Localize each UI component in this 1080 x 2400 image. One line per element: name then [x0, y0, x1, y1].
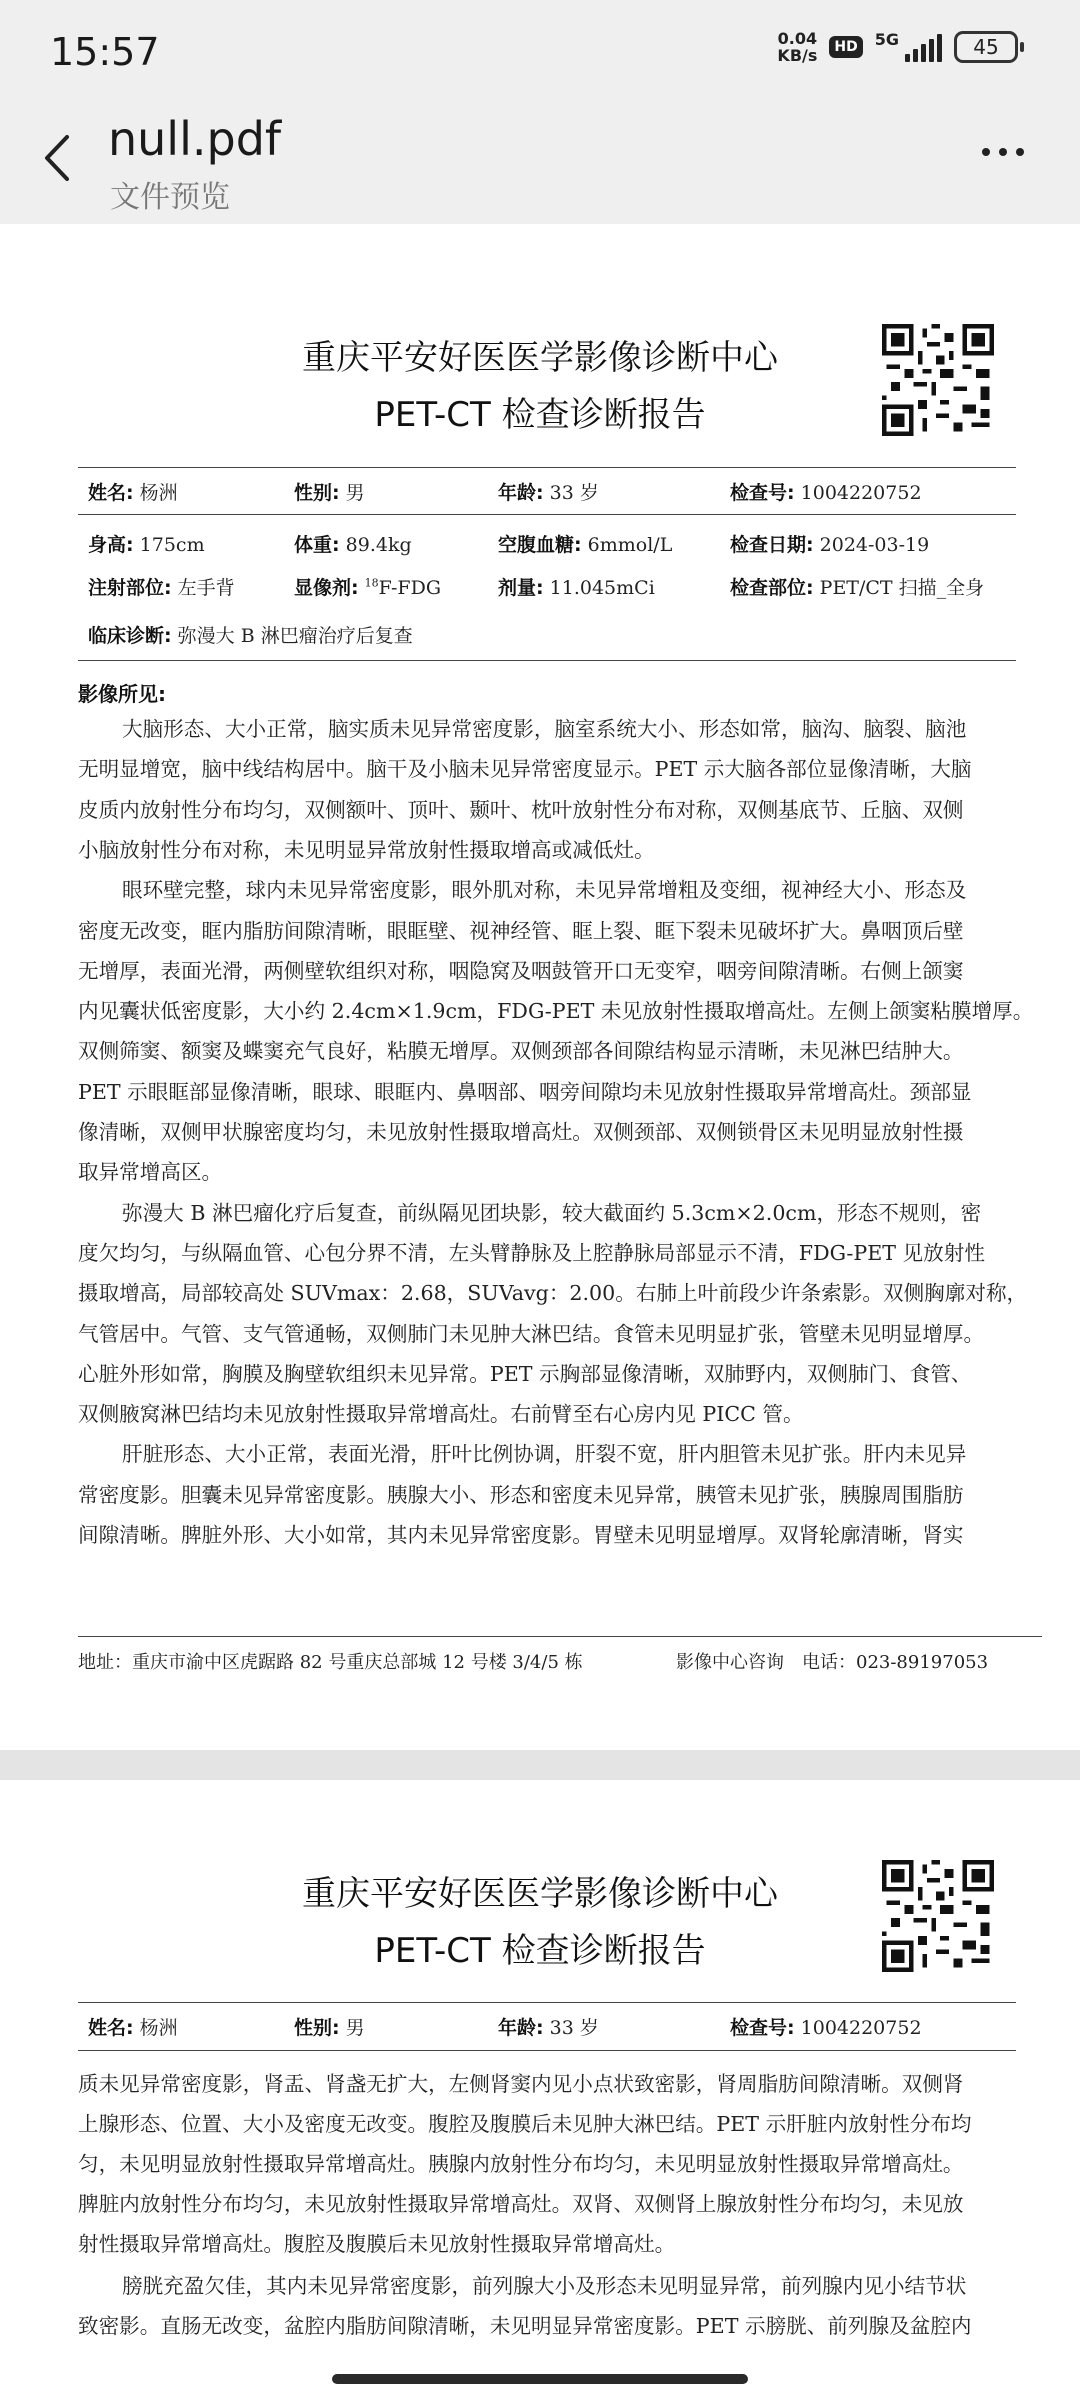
report-text-line: 双侧腋窝淋巴结均未见放射性摄取异常增高灶。右前臂至右心房内见 PICC 管。: [78, 1402, 804, 1427]
battery-icon: 45: [954, 31, 1018, 63]
speed-value: 0.04: [777, 29, 818, 48]
network-type: 5G: [874, 30, 899, 49]
divider: [78, 2050, 1016, 2051]
report-text-line: 脾脏内放射性分布均匀，未见放射性摄取异常增高灶。双肾、双侧肾上腺放射性分布均匀，未见放: [78, 2192, 964, 2216]
report-text-line: 质未见异常密度影，肾盂、肾盏无扩大，左侧肾窦内见小点状致密影，肾周脂肪间隙清晰。双侧肾: [78, 2072, 964, 2096]
report-text-line: 小脑放射性分布对称，未见明显异常放射性摄取增高或减低灶。: [78, 837, 655, 862]
injection-site: 注射部位: 左手背: [88, 577, 235, 599]
footer-address: 地址：重庆市渝中区虎踞路 82 号重庆总部城 12 号楼 3/4/5 栋: [78, 1652, 583, 1673]
patient-age: 年龄: 33 岁: [498, 2017, 599, 2039]
fasting-glucose: 空腹血糖: 6mmol/L: [498, 534, 673, 556]
patient-name: 姓名: 杨洲: [88, 2017, 178, 2039]
report-text-line: 摄取增高，局部较高处 SUVmax：2.68，SUVavg：2.00。右肺上叶前段少许条索影。双侧胸廓对称，: [78, 1281, 1028, 1306]
report-text-line: 密度无改变，眶内脂肪间隙清晰，眼眶壁、视神经管、眶上裂、眶下裂未见破坏扩大。鼻咽顶后壁: [78, 918, 964, 943]
more-dot-icon: [1016, 148, 1024, 156]
report-text-line: 双侧筛窦、额窦及蝶窦充气良好，粘膜无增厚。双侧颈部各间隙结构显示清晰，未见淋巴结肿大。: [78, 1039, 964, 1064]
speed-unit: KB/s: [777, 46, 818, 65]
report-text-line: 弥漫大 B 淋巴瘤化疗后复查，前纵隔见团块影，较大截面约 5.3cm×2.0cm，形态不规则，密: [122, 1200, 982, 1225]
page-separator: [0, 1750, 1080, 1780]
findings-title: 影像所见:: [78, 682, 166, 706]
report-text-line: PET 示眼眶部显像清晰，眼球、眼眶内、鼻咽部、咽旁间隙均未见放射性摄取异常增高灶。颈部显: [78, 1079, 972, 1104]
footer-consult: 影像中心咨询 电话：023-89197053: [676, 1652, 989, 1673]
imaging-agent: 显像剂: $^{18}$F-FDG: [294, 576, 441, 599]
report-text-line: 间隙清晰。脾脏外形、大小如常，其内未见异常密度影。胃壁未见明显增厚。双肾轮廓清晰，肾实: [78, 1523, 964, 1547]
divider: [78, 467, 1016, 468]
divider: [78, 514, 1016, 515]
divider: [78, 2002, 1016, 2003]
patient-gender: 性别: 男: [294, 2017, 365, 2039]
dose: 剂量: 11.045mCi: [498, 577, 655, 599]
exam-number: 检查号: 1004220752: [730, 2017, 922, 2039]
report-text-line: 匀，未见明显放射性摄取异常增高灶。胰腺内放射性分布均匀，未见明显放射性摄取异常增高灶。: [78, 2152, 964, 2176]
qr-code-icon: [882, 324, 994, 436]
app-bar: [0, 104, 1080, 224]
exam-date: 检查日期: 2024-03-19: [730, 534, 930, 556]
signal-icon: [905, 32, 942, 62]
report-text-line: 无增厚，表面光滑，两侧壁软组织对称，咽隐窝及咽鼓管开口无变窄，咽旁间隙清晰。右侧上颌窦: [78, 958, 964, 983]
more-options-button[interactable]: [982, 148, 1024, 156]
status-icons: [777, 30, 1018, 64]
report-subtitle: PET-CT 检查诊断报告: [374, 395, 706, 435]
report-text-line: 内见囊状低密度影，大小约 2.4cm×1.9cm，FDG-PET 未见放射性摄取增高灶。左侧上颌窦粘膜增厚。: [78, 999, 1034, 1024]
report-text-line: 无明显增宽，脑中线结构居中。脑干及小脑未见异常密度显示。PET 示大脑各部位显像清晰，大脑: [78, 757, 972, 782]
divider: [78, 660, 1016, 661]
patient-weight: 体重: 89.4kg: [294, 534, 412, 556]
report-text-line: 大脑形态、大小正常，脑实质未见异常密度影，脑室系统大小、形态如常，脑沟、脑裂、脑池: [122, 717, 967, 741]
file-subtitle: 文件预览: [110, 180, 230, 215]
report-text-line: 取异常增高区。: [78, 1160, 223, 1185]
report-subtitle: PET-CT 检查诊断报告: [374, 1931, 706, 1971]
report-text-line: 眼环壁完整，球内未见异常密度影，眼外肌对称，未见异常增粗及变细，视神经大小、形态及: [122, 878, 967, 903]
divider: [78, 1636, 1042, 1637]
exam-number: 检查号: 1004220752: [730, 482, 922, 504]
status-time: 15:57: [50, 30, 160, 74]
report-title: 重庆平安好医医学影像诊断中心: [302, 1874, 778, 1914]
file-title: null.pdf: [108, 112, 282, 166]
report-text-line: 度欠均匀，与纵隔血管、心包分界不清，左头臂静脉及上腔静脉局部显示不清，FDG-PET 见放射性: [78, 1240, 985, 1265]
back-button[interactable]: [36, 128, 76, 188]
report-text-line: 心脏外形如常，胸膜及胸壁软组织未见异常。PET 示胸部显像清晰，双肺野内，双侧肺门、食管、: [78, 1361, 972, 1386]
more-dot-icon: [999, 148, 1007, 156]
report-text-line: 气管居中。气管、支气管通畅，双侧肺门未见肿大淋巴结。食管未见明显扩张，管壁未见明显增厚。: [78, 1321, 985, 1346]
status-bar: [0, 0, 1080, 104]
report-text-line: 射性摄取异常增高灶。腹腔及腹膜后未见放射性摄取异常增高灶。: [78, 2232, 676, 2256]
patient-gender: 性别: 男: [294, 482, 365, 504]
report-text-line: 像清晰，双侧甲状腺密度均匀，未见放射性摄取增高灶。双侧颈部、双侧锁骨区未见明显放射性摄: [78, 1120, 964, 1144]
home-indicator[interactable]: [332, 2374, 748, 2384]
network-speed: [777, 30, 817, 64]
report-text-line: 常密度影。胆囊未见异常密度影。胰腺大小、形态和密度未见异常，胰管未见扩张，胰腺周围脂肪: [78, 1482, 964, 1507]
patient-height: 身高: 175cm: [88, 534, 205, 556]
report-text-line: 膀胱充盈欠佳，其内未见异常密度影，前列腺大小及形态未见明显异常，前列腺内见小结节状: [122, 2274, 967, 2298]
patient-age: 年龄: 33 岁: [498, 482, 599, 504]
more-dot-icon: [982, 148, 990, 156]
patient-name: 姓名: 杨洲: [88, 482, 178, 504]
exam-region: 检查部位: PET/CT 扫描_全身: [730, 577, 985, 599]
report-text-line: 皮质内放射性分布均匀，双侧额叶、顶叶、颞叶、枕叶放射性分布对称，双侧基底节、丘脑、双侧: [78, 797, 964, 822]
back-arrow-icon: [41, 133, 71, 183]
report-title: 重庆平安好医医学影像诊断中心: [302, 338, 778, 378]
hd-badge: HD: [829, 36, 862, 58]
report-text-line: 肝脏形态、大小正常，表面光滑，肝叶比例协调，肝裂不宽，肝内胆管未见扩张。肝内未见异: [122, 1442, 967, 1467]
clinical-diagnosis: 临床诊断: 弥漫大 B 淋巴瘤治疗后复查: [88, 625, 413, 647]
report-text-line: 致密影。直肠无改变，盆腔内脂肪间隙清晰，未见明显异常密度影。PET 示膀胱、前列腺及盆腔内: [78, 2314, 972, 2338]
report-text-line: 上腺形态、位置、大小及密度无改变。腹腔及腹膜后未见肿大淋巴结。PET 示肝脏内放射性分布均: [78, 2112, 972, 2136]
qr-code-icon: [882, 1860, 994, 1972]
